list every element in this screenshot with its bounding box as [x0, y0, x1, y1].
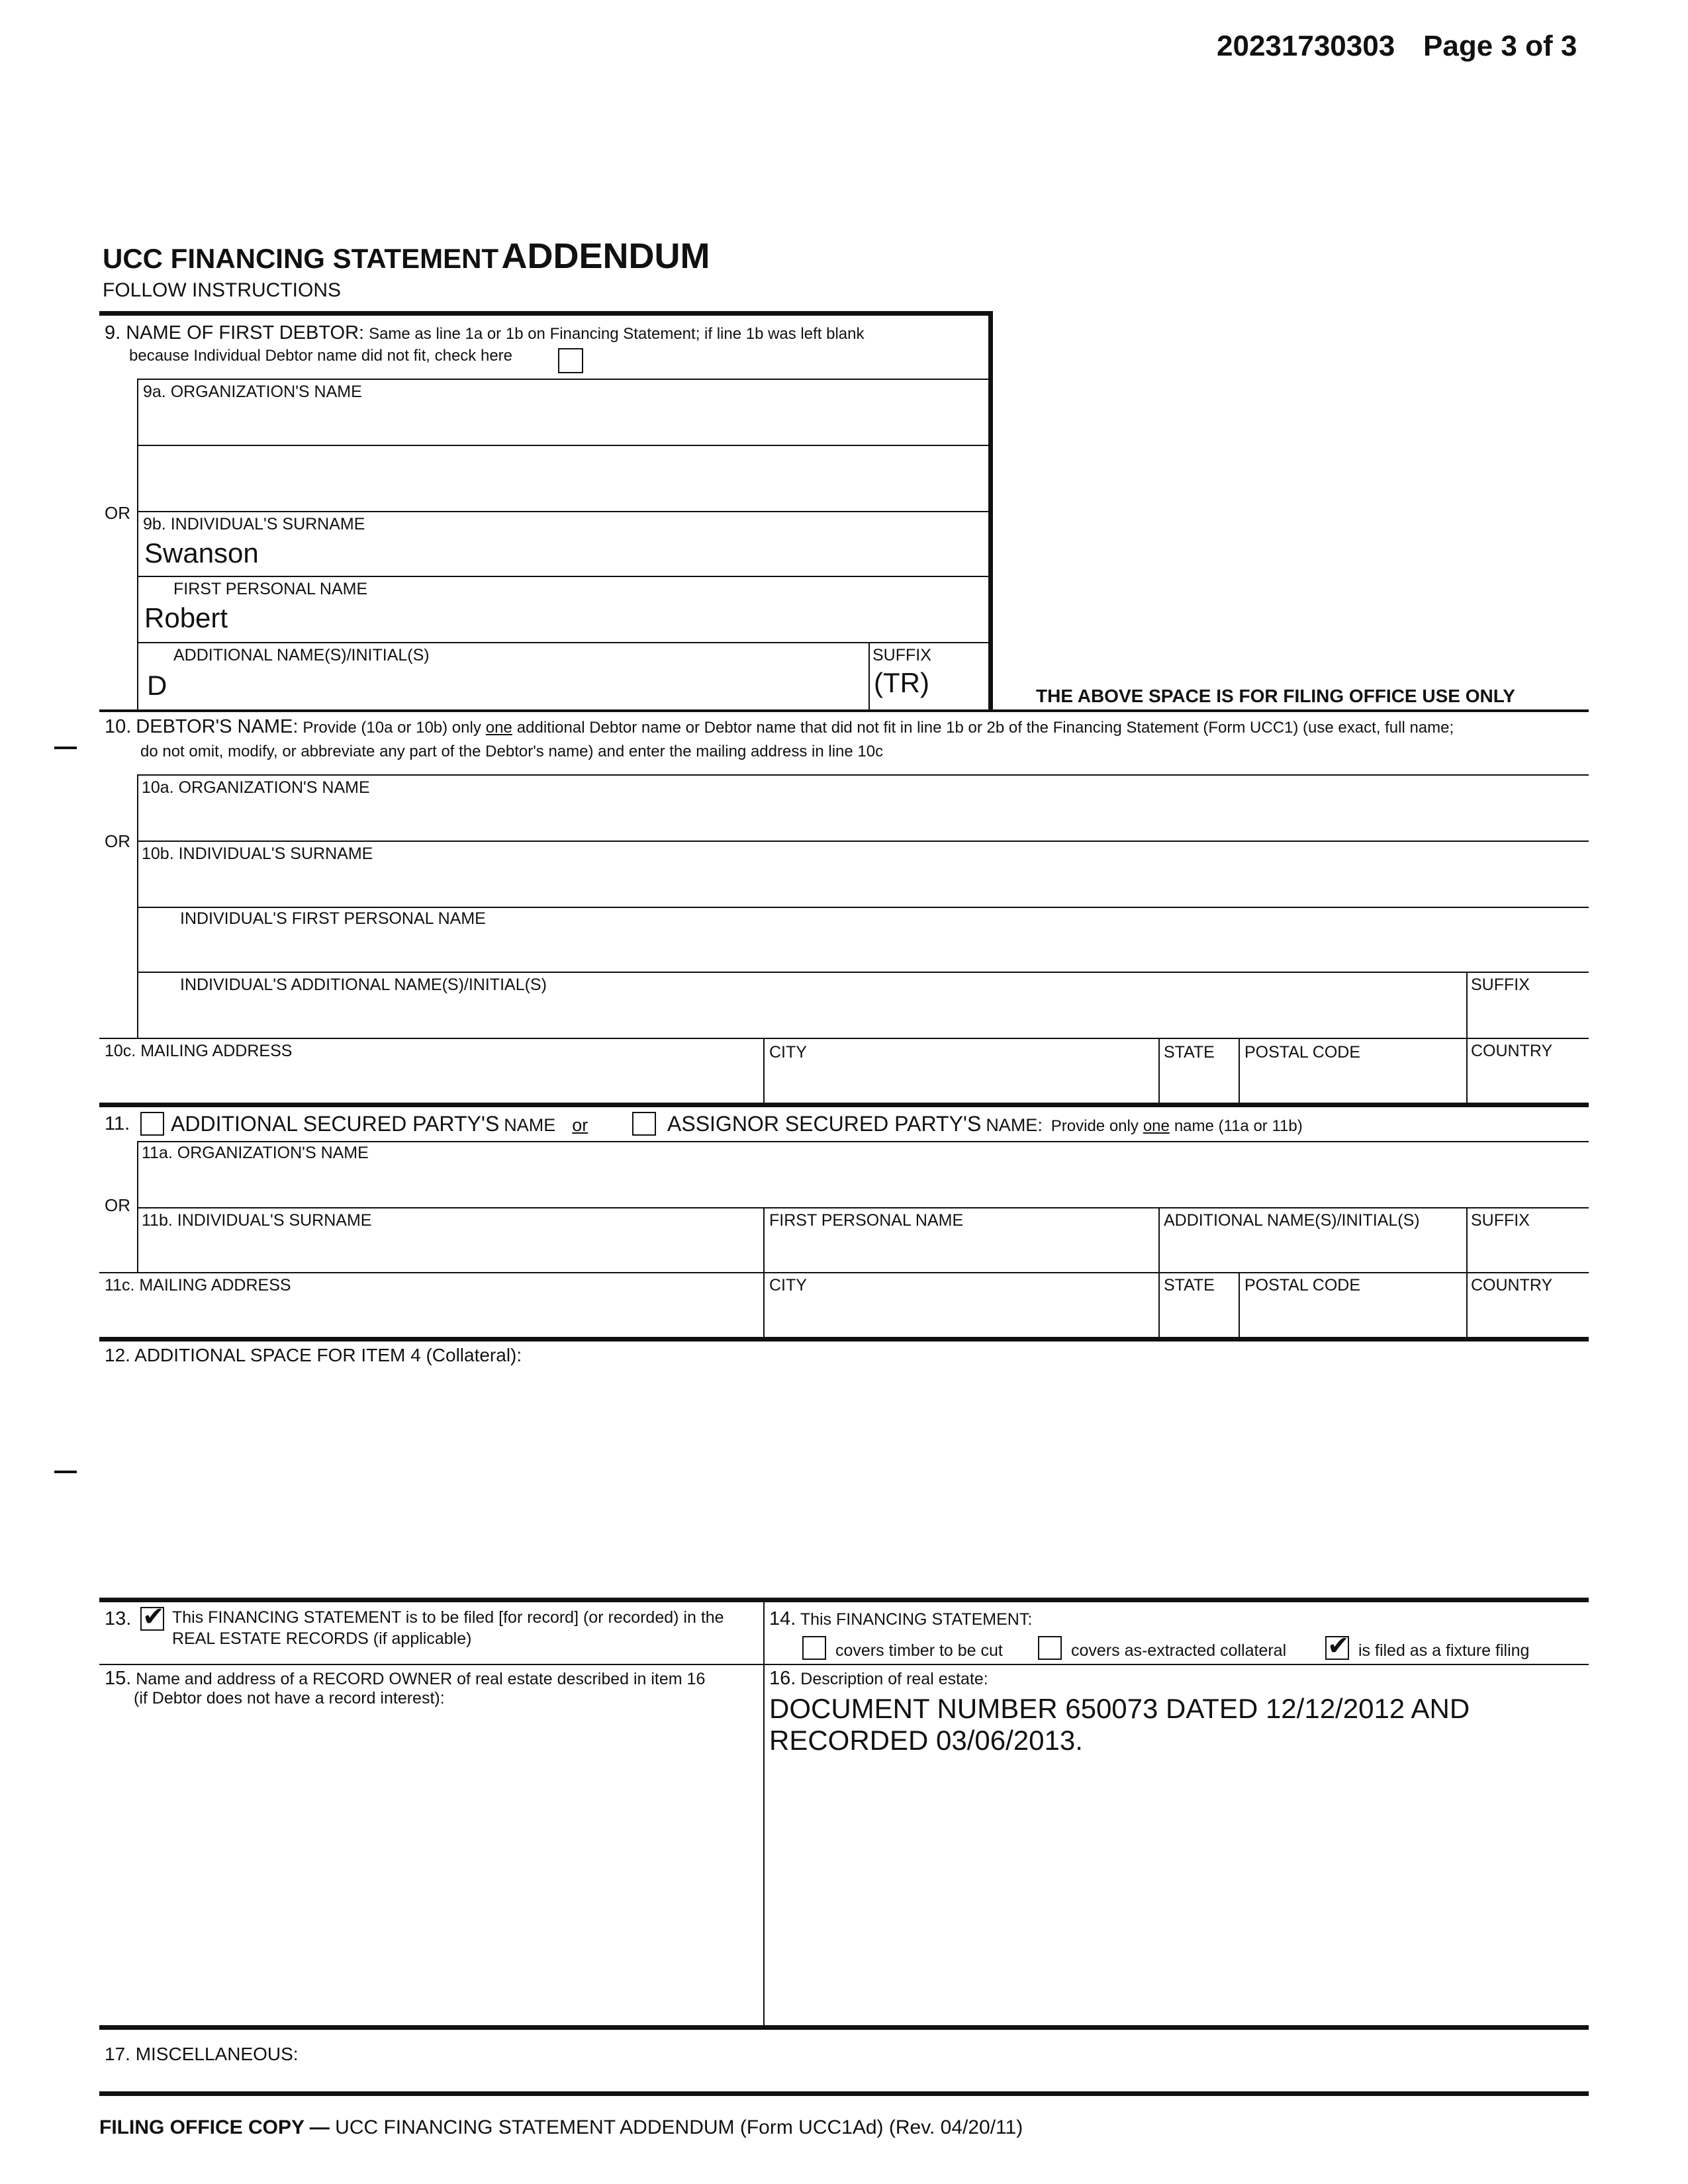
item10-postal-rule	[1239, 1038, 1240, 1104]
item11-postal-label: POSTAL CODE	[1244, 1276, 1361, 1295]
page-label: Page 3 of 3	[1423, 30, 1577, 62]
item10b-label: 10b. INDIVIDUAL'S SURNAME	[142, 844, 373, 863]
item9-rule-5	[137, 642, 991, 643]
item9-suffix-rule	[868, 642, 870, 711]
item9-left-rule	[137, 379, 138, 709]
item11-suffix-rule	[1466, 1207, 1468, 1340]
middle-rule	[763, 1598, 765, 2028]
item14-extracted-label: covers as-extracted collateral	[1071, 1641, 1287, 1660]
item11-note-c: name (11a or 11b)	[1174, 1117, 1303, 1135]
item11-rule-3	[99, 1272, 1589, 1273]
item11-postal-rule	[1239, 1272, 1240, 1338]
item10-city-label: CITY	[769, 1043, 807, 1062]
item11-rule-2	[137, 1207, 1589, 1208]
item10c-label: 10c. MAILING ADDRESS	[105, 1042, 293, 1060]
item11c-label: 11c. MAILING ADDRESS	[105, 1276, 291, 1295]
item10-title	[105, 716, 1454, 738]
item11-suffix-label: SUFFIX	[1471, 1211, 1530, 1230]
item9-or: OR	[105, 503, 130, 523]
item17-label: 17. MISCELLANEOUS:	[105, 2044, 299, 2064]
item16-line2: RECORDED 03/06/2013.	[769, 1725, 1083, 1756]
item11-or-word: or	[572, 1115, 588, 1135]
item9-rule-3	[137, 511, 991, 512]
item10-city-rule	[763, 1038, 765, 1104]
form-title-prefix: UCC FINANCING STATEMENT	[103, 243, 499, 274]
item11-first-label: FIRST PERSONAL NAME	[769, 1211, 964, 1230]
item9-note2: because Individual Debtor name did not fit, check here	[129, 347, 513, 365]
item9-first-label: FIRST PERSONAL NAME	[173, 580, 368, 598]
form-title	[103, 236, 710, 277]
item13-top-rule	[99, 1598, 1589, 1602]
item15-text2: (if Debtor does not have a record interest):	[134, 1689, 445, 1707]
item11-note-a: Provide only	[1051, 1117, 1139, 1135]
item14-timber-label: covers timber to be cut	[835, 1641, 1003, 1660]
item11-additional-rule	[1158, 1207, 1160, 1340]
item11-first-rule	[763, 1207, 765, 1340]
item9-checkbox[interactable]	[558, 348, 583, 373]
item11-city-label: CITY	[769, 1276, 807, 1295]
item11-num: 11.	[105, 1113, 130, 1134]
item9-rule-2	[137, 445, 991, 446]
item10-title-text: DEBTOR'S NAME:	[136, 716, 299, 737]
item15-text1-body: Name and address of a RECORD OWNER of real estate described in item 16	[136, 1670, 706, 1688]
bottom-rule	[99, 2091, 1589, 2096]
item10-or: OR	[105, 831, 130, 851]
item9a-label: 9a. ORGANIZATION'S NAME	[143, 383, 362, 401]
item16-label: Description of real estate:	[800, 1670, 988, 1688]
item10-rule-2	[137, 841, 1589, 842]
item9-suffix-label: SUFFIX	[872, 646, 931, 664]
filing-office-only: THE ABOVE SPACE IS FOR FILING OFFICE USE ONLY	[1036, 686, 1515, 706]
item10-additional-label: INDIVIDUAL'S ADDITIONAL NAME(S)/INITIAL(S)	[180, 976, 547, 994]
item10-suffix-label: SUFFIX	[1471, 976, 1530, 994]
item16-num: 16.	[769, 1668, 796, 1689]
document-number: 20231730303	[1217, 30, 1395, 62]
item11-state-label: STATE	[1164, 1276, 1215, 1295]
item10-top-rule	[99, 709, 1589, 712]
follow-instructions: FOLLOW INSTRUCTIONS	[103, 279, 342, 301]
item9-top-rule	[99, 311, 993, 316]
item11a-label: 11a. ORGANIZATION'S NAME	[142, 1144, 369, 1162]
item10-rule-1	[137, 774, 1589, 776]
item14-num: 14.	[769, 1608, 796, 1629]
item11-country-label: COUNTRY	[1471, 1276, 1553, 1295]
item11-additional-text	[171, 1112, 588, 1136]
item11-assignor-text	[667, 1112, 1303, 1136]
footer-rest: UCC FINANCING STATEMENT ADDENDUM (Form UCC1Ad) (Rev. 04/20/11)	[335, 2116, 1023, 2138]
item14-label: This FINANCING STATEMENT:	[800, 1610, 1033, 1629]
item11-additional-checkbox[interactable]	[140, 1112, 164, 1136]
item13-text1: This FINANCING STATEMENT is to be filed [for record] (or recorded) in the	[172, 1608, 724, 1627]
item9-rule-4	[137, 576, 991, 577]
item10-rule-4	[137, 972, 1589, 973]
item11-assignor-checkbox[interactable]	[632, 1112, 656, 1136]
item10-note1b: one	[485, 719, 512, 737]
footer-bold: FILING OFFICE COPY —	[99, 2116, 330, 2138]
item15-top-rule	[99, 1664, 1589, 1665]
footer	[99, 2116, 1023, 2139]
item9-note1: Same as line 1a or 1b on Financing Statement; if line 1b was left blank	[369, 325, 865, 343]
item11-additional-name-label: ADDITIONAL NAME(S)/INITIAL(S)	[1164, 1211, 1420, 1230]
margin-tick-1	[54, 747, 77, 749]
item14-fixture-label: is filed as a fixture filing	[1358, 1641, 1530, 1660]
item13-num: 13.	[105, 1608, 132, 1629]
item10-state-rule	[1158, 1038, 1160, 1104]
item14-fixture-checkbox[interactable]	[1325, 1636, 1349, 1660]
item9-title	[105, 322, 865, 344]
item17-top-rule	[99, 2025, 1589, 2030]
item9-additional: D	[147, 670, 167, 701]
item14-extracted-checkbox[interactable]	[1038, 1636, 1062, 1660]
item11-additional-label: ADDITIONAL SECURED PARTY'S	[171, 1112, 500, 1136]
item9b-surname: Swanson	[144, 537, 259, 569]
item14-timber-checkbox[interactable]	[802, 1636, 826, 1660]
form-title-main: ADDENDUM	[501, 236, 710, 276]
item11-assignor-label: ASSIGNOR SECURED PARTY'S	[667, 1112, 982, 1136]
item10a-label: 10a. ORGANIZATION'S NAME	[142, 778, 370, 797]
item10-rule-5	[99, 1038, 1589, 1039]
item9-additional-label: ADDITIONAL NAME(S)/INITIAL(S)	[173, 646, 430, 664]
item9-rule-1	[137, 379, 991, 380]
item11-or: OR	[105, 1195, 130, 1215]
item10-note2: do not omit, modify, or abbreviate any part of the Debtor's name) and enter the mailing address in line 10c	[140, 743, 884, 760]
item10-country-label: COUNTRY	[1471, 1042, 1553, 1060]
item9-suffix: (TR)	[874, 667, 929, 698]
item11-note-b: one	[1143, 1117, 1170, 1135]
item16-line1: DOCUMENT NUMBER 650073 DATED 12/12/2012 AND	[769, 1693, 1470, 1724]
item9-first-name: Robert	[144, 602, 228, 633]
item12-label: 12. ADDITIONAL SPACE FOR ITEM 4 (Collateral):	[105, 1345, 522, 1365]
margin-tick-2	[54, 1471, 77, 1473]
item13-checkbox[interactable]	[140, 1607, 164, 1631]
item11-name-word2: NAME:	[986, 1115, 1043, 1135]
item15-text1	[105, 1668, 705, 1690]
item15-num: 15.	[105, 1668, 132, 1689]
item12-top-rule	[99, 1337, 1589, 1342]
item14-heading	[769, 1608, 1032, 1630]
item10-rule-3	[137, 907, 1589, 908]
item9b-label: 9b. INDIVIDUAL'S SURNAME	[143, 515, 365, 533]
item10-note1a: Provide (10a or 10b) only	[303, 719, 481, 737]
item13-text2: REAL ESTATE RECORDS (if applicable)	[172, 1629, 472, 1648]
item10-note1c: additional Debtor name or Debtor name that did not fit in line 1b or 2b of the Financing Statement (Form UCC1) (use exact, full name;	[516, 719, 1454, 737]
item10-first-label: INDIVIDUAL'S FIRST PERSONAL NAME	[180, 909, 486, 928]
item16-heading	[769, 1668, 988, 1690]
item10-state-label: STATE	[1164, 1043, 1215, 1062]
item10-num: 10.	[105, 716, 132, 737]
item11b-label: 11b. INDIVIDUAL'S SURNAME	[142, 1211, 372, 1230]
item9-title-text: 9. NAME OF FIRST DEBTOR:	[105, 322, 365, 343]
item11-rule-1	[137, 1141, 1589, 1142]
item11-top-rule	[99, 1103, 1589, 1107]
item10-postal-label: POSTAL CODE	[1244, 1043, 1361, 1062]
item11-name-word: NAME	[504, 1115, 556, 1135]
